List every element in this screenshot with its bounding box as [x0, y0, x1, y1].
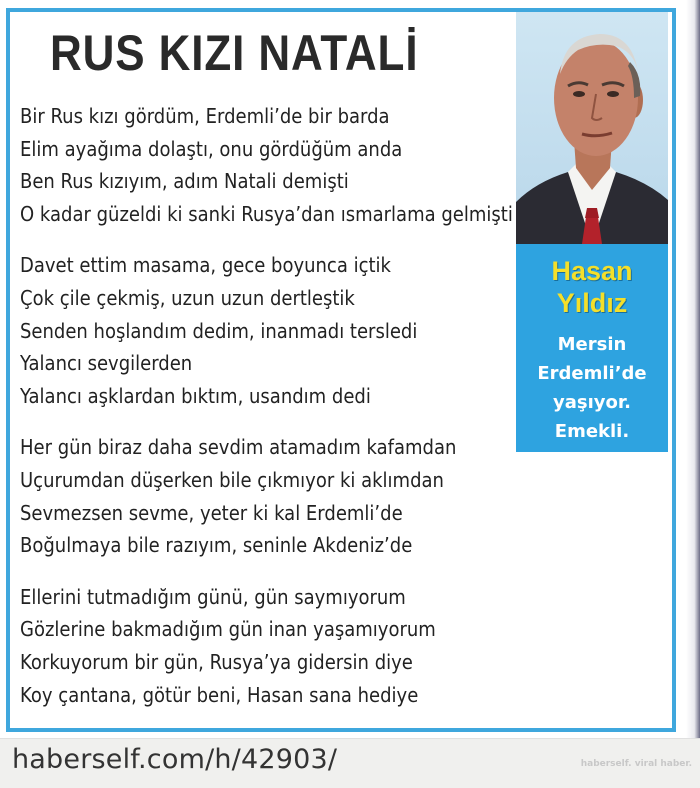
poem-line: Koy çantana, götür beni, Hasan sana hediye	[20, 682, 419, 707]
poem-line: Korkuyorum bir gün, Rusya’ya gidersin diye	[20, 649, 413, 674]
author-portrait-image	[516, 12, 668, 244]
poem-line: Yalancı sevgilerden	[20, 351, 193, 376]
poem-stanza-3	[20, 431, 520, 561]
poem-title: RUS KIZI NATALİ	[50, 25, 419, 81]
author-info-box	[516, 244, 668, 452]
author-bio-line: Mersin	[557, 334, 627, 355]
poem-line: Elim ayağıma dolaştı, onu gördüğüm anda	[20, 136, 403, 161]
poem-body	[20, 100, 520, 730]
source-footer	[0, 738, 700, 788]
poem-stanza-2	[20, 249, 520, 412]
poem-line: Ellerini tutmadığım günü, gün saymıyorum	[20, 584, 406, 609]
poem-line: Yalancı aşklardan bıktım, usandım dedi	[20, 383, 371, 408]
poem-line: Boğulmaya bile razıyım, seninle Akdeniz’de	[20, 533, 413, 558]
poem-line: Davet ettim masama, gece boyunca içtik	[20, 253, 391, 278]
poem-stanza-4	[20, 581, 520, 711]
poem-line: Her gün biraz daha sevdim atamadım kafamdan	[20, 435, 457, 460]
poem-line: Senden hoşlandım dedim, inanmadı tersledi	[20, 318, 418, 343]
author-photo	[516, 12, 668, 244]
clipping-edge-shadow	[686, 0, 700, 738]
source-url-link[interactable]: haberself.com/h/42903/	[12, 744, 338, 775]
poem-stanza-1	[20, 100, 520, 230]
site-watermark: haberself. viral haber.	[580, 759, 692, 769]
author-bio-line: yaşıyor.	[552, 392, 631, 413]
poem-line: Ben Rus kızıyım, adım Natali demişti	[20, 169, 349, 194]
author-bio-line: Emekli.	[554, 421, 630, 442]
author-first-name: Hasan	[551, 256, 633, 286]
author-last-name: Yıldız	[556, 288, 628, 318]
poem-line: Gözlerine bakmadığım gün inan yaşamıyorum	[20, 617, 436, 642]
poem-line: Bir Rus kızı gördüm, Erdemli’de bir barda	[20, 104, 390, 128]
poem-line: Uçurumdan düşerken bile çıkmıyor ki aklımdan	[20, 467, 444, 492]
poem-line: O kadar güzeldi ki sanki Rusya’dan ısmarlama gelmişti	[20, 201, 513, 226]
poem-line: Çok çile çekmiş, uzun uzun dertleştik	[20, 285, 355, 310]
author-bio-line: Erdemli’de	[537, 363, 647, 384]
poem-line: Sevmezsen sevme, yeter ki kal Erdemli’de	[20, 500, 403, 525]
